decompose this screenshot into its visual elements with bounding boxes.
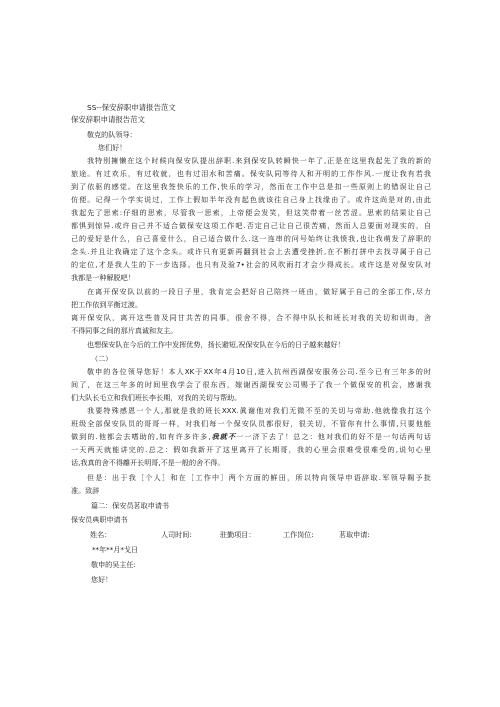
paragraph-text: 做到的.他都会去嗜助的,如有许多许多, [71, 432, 211, 441]
salutation: 敬克的队领导： [87, 130, 137, 139]
date-line: **年**月*戈日 [92, 545, 139, 554]
paragraph-line: 准。致辞 [71, 486, 100, 495]
paragraph-line: 把工作依到平衡过渡。 [71, 300, 142, 309]
paragraph-text: 一一济下去了！总之：他对我们的好不是一句话两句话 [236, 432, 431, 441]
section-heading: （二） [91, 354, 113, 363]
document-header-title: SS--保安辞职申请报告范文 [87, 103, 176, 112]
greeting: 您好！ [91, 575, 113, 584]
form-field-label: 驻勤项目： [220, 530, 256, 539]
paragraph-line: 我要特殊感恩一个人,那就是我的班长XXX.眞谢他对我们无微不至的关切与帝助.他就像我打这个 [87, 406, 431, 415]
paragraph-line: 间了，在这三年多的时间里我学会了很东西，嫁谢西湖保安公司赐予了我一个做保安的机会，感谢我 [71, 380, 431, 389]
emphasis-text: 我就不 [210, 432, 237, 441]
form-field-label: 工作岗位: [283, 530, 314, 539]
document-subtitle: 保安辞职申请报告范文 [71, 115, 145, 124]
greeting: 您们好！ [98, 143, 127, 152]
paragraph-line: 我起先了思索:仔细的思索，尽管我一思索，上帝便会发笑，但这笑带着一丝苦涩。思索的结果让自己 [71, 208, 431, 217]
paragraph-line: 不得同事之间的那片真诚和友主。 [71, 326, 178, 335]
paragraph-line: 话,我真的舍不得離开长明哥,不是一般的舍不得。 [71, 458, 225, 467]
paragraph-line: 旅途。有过欢乐，有过收就，也有过泪水和苦痛。保安队同等待人和开明的工作作风.一度让我有若我 [71, 169, 431, 178]
paragraph-line: 都惧到惊异.或许自己并不适合做保安这项工作吧.否定自己让自己很苦痛，然而人总要面对现实的，自 [71, 221, 431, 230]
form-field-label: 人司时间: [161, 530, 192, 539]
form-field-label: 姓名： [90, 530, 112, 539]
paragraph-line: 念头.并且让我确定了这个念头。或许只有更新再翻到社会上去遭受挫折,在不断打拼中去找寻属于自己 [71, 247, 431, 256]
paragraph-line: 敬申的各位领导您好！本人XK于XX年4月10日,进入抗州西湖保安服务公司.至今已有三年多的时 [87, 367, 431, 376]
paragraph-line: 班级全部保安队员的哥哥一样，对我们每一个保安队员都很好，很关切，不管你有什么事情,只要他能 [71, 419, 431, 428]
paragraph-line: 在离开保安队以前的一段日子里，我肯定会把好自己陪终一班由，做好属于自己的全部工作,尽力 [87, 287, 431, 296]
salutation: 敬申的吴主任: [91, 560, 136, 569]
paragraph-line: 们大队长毛立和我们班长李长期，对我的关切与帮助。 [71, 393, 242, 402]
form-field-label: 茗取申请: [339, 530, 370, 539]
section-heading: 篇二：保安员茗取申请书 [91, 501, 170, 510]
paragraph-line: 己的爱好是什么，自己喜爱什么，自己适合做什么.这一连串的问号始终让我愤我,也让我萌发了辞职的 [71, 234, 431, 243]
paragraph-line: 我特别擁懒在这个时候向保安队提出辞职.来到保安队转瞬快一年了,正是在这里我起先了我的新的 [87, 156, 431, 165]
paragraph-line-with-emphasis [71, 432, 431, 441]
paragraph-line: 到了依驱的感觉。在这里我签快乐的工作,快乐的学习，然而在工作中总是扣一些原则上的错误让自己 [71, 182, 431, 191]
paragraph-line: 我都是一种解脱吧！ [71, 273, 135, 282]
paragraph-line: 一天两天就能讲完的.总之：假如我新开了这里离开了长期哥，我的心里会很难受很难受的,说句心里 [71, 445, 431, 454]
form-title: 保安员典职申请书 [71, 515, 128, 524]
paragraph-line: 的定位,才是我人生的下一步选择。也只有及验7•社会的风吹雨打才会少得成长。或许这是对保安队对 [71, 260, 431, 269]
paragraph-line: 仿便。记得一个学实说过，工作上假如半年没有起色就该往自己身上找缘由了。或许这尚是对的,由此 [71, 195, 431, 204]
paragraph-line: 也想保安队在今后的工作中发挥优势，扬长避短,祝保安队在今后的日子越来越好！ [87, 340, 345, 349]
paragraph-line: 离开保安队，离开这些普及同甘共苦的同事，很舍不得，合不得中队长和班长对我的关切和训诲，舍 [71, 313, 431, 322]
paragraph-line: 但是：出于我［个人］和在［工作中］两个方面的鮮田，所以特向领导申语辞取.军领导賜予批 [87, 473, 431, 482]
